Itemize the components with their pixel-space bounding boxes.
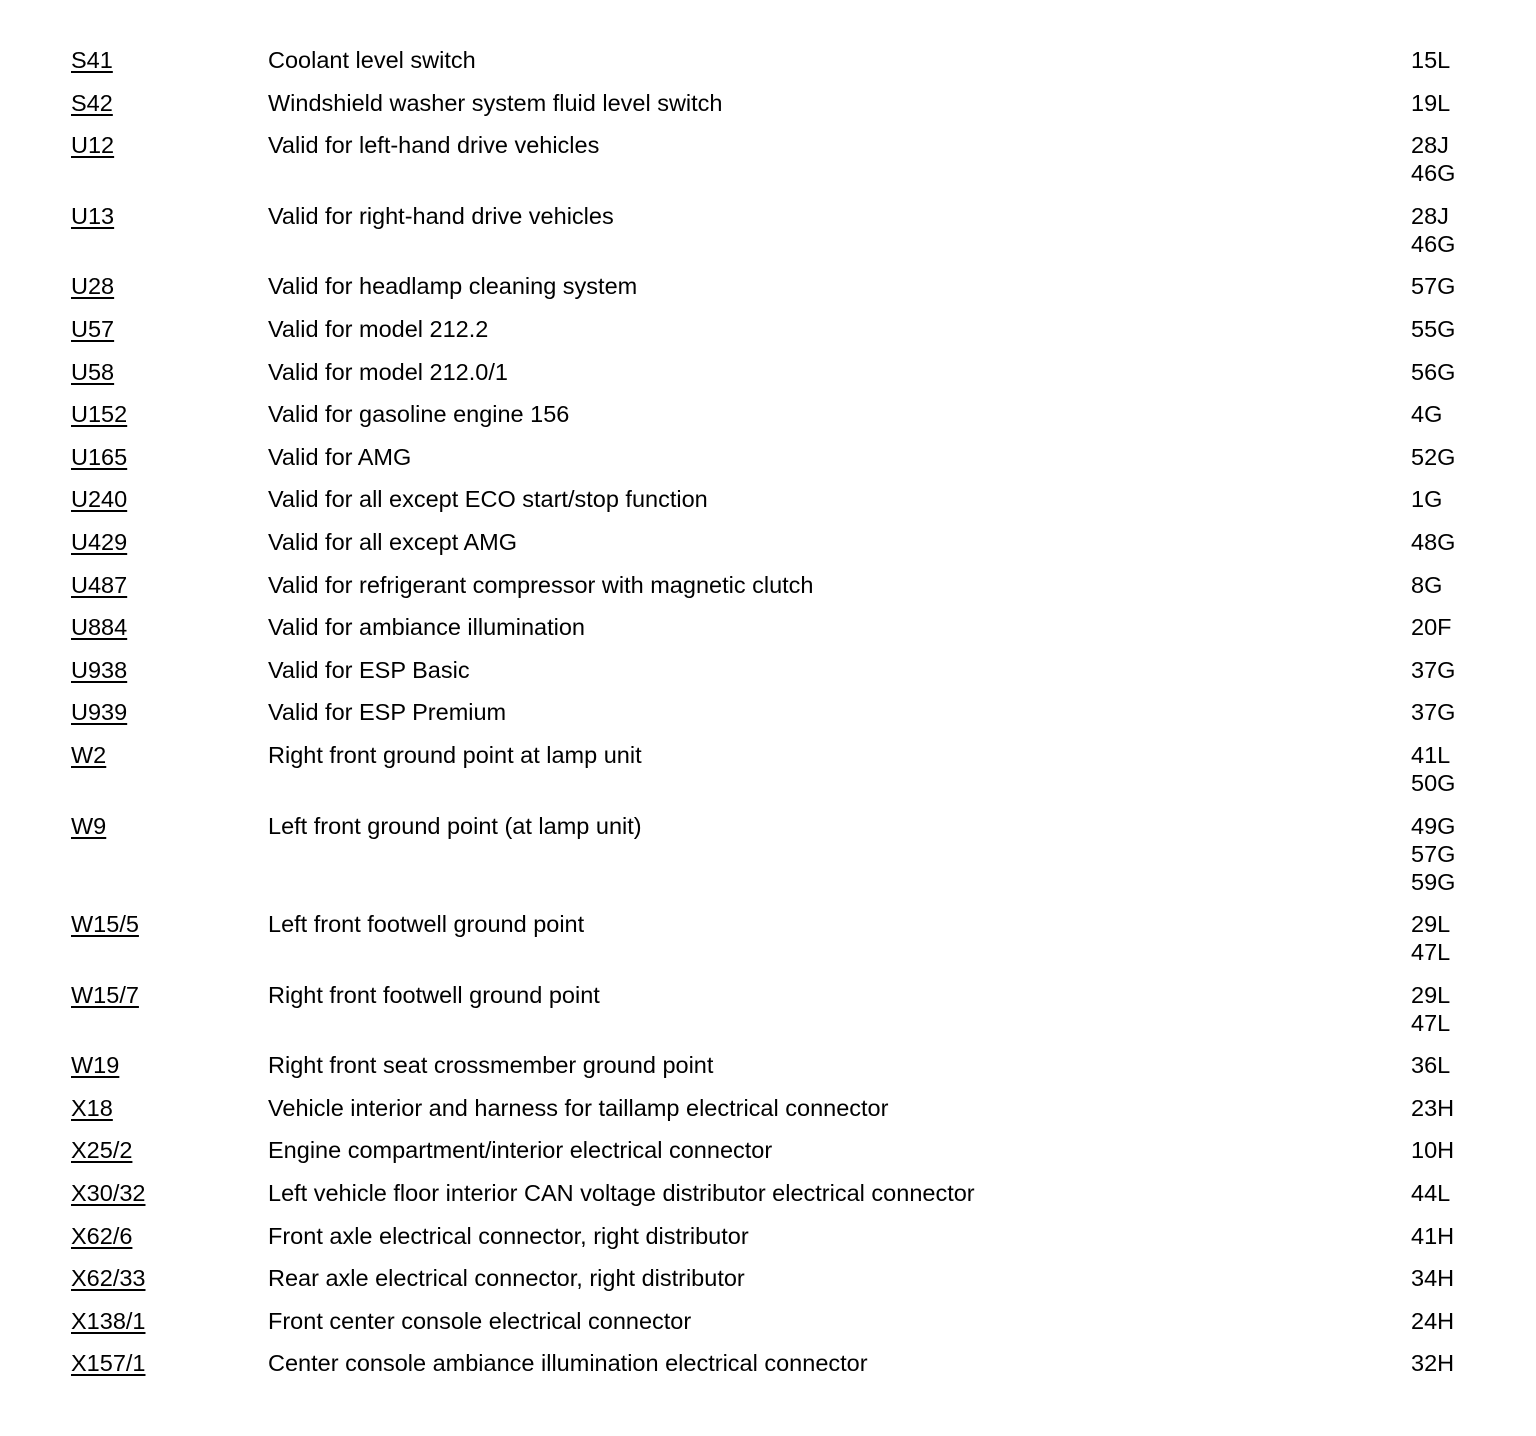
grid-references bbox=[1411, 910, 1471, 966]
component-code-link[interactable]: U939 bbox=[71, 699, 128, 726]
component-description: Front axle electrical connector, right distributor bbox=[268, 1222, 749, 1249]
component-code-link[interactable]: X25/2 bbox=[71, 1137, 133, 1164]
grid-reference: 34H bbox=[1411, 1265, 1455, 1292]
component-description: Right front seat crossmember ground point bbox=[268, 1052, 714, 1079]
table-row bbox=[71, 443, 1471, 471]
component-code-link[interactable]: U487 bbox=[71, 571, 128, 598]
table-row bbox=[71, 613, 1471, 641]
component-code-link[interactable]: X157/1 bbox=[71, 1350, 146, 1377]
grid-references bbox=[1411, 1094, 1471, 1122]
component-description: Left vehicle floor interior CAN voltage distributor electrical connector bbox=[268, 1180, 975, 1207]
grid-reference: 46G bbox=[1411, 160, 1456, 187]
grid-reference: 56G bbox=[1411, 358, 1456, 385]
grid-reference: 8G bbox=[1411, 571, 1443, 598]
component-description: Valid for headlamp cleaning system bbox=[268, 273, 638, 300]
grid-references bbox=[1411, 131, 1471, 187]
component-code-link[interactable]: S42 bbox=[71, 89, 113, 116]
component-description: Left front ground point (at lamp unit) bbox=[268, 812, 642, 839]
grid-reference: 48G bbox=[1411, 528, 1456, 555]
component-code-link[interactable]: U57 bbox=[71, 315, 115, 342]
grid-reference: 46G bbox=[1411, 230, 1456, 257]
component-code-link[interactable]: U429 bbox=[71, 528, 128, 555]
component-code-link[interactable]: U938 bbox=[71, 656, 128, 683]
grid-reference: 37G bbox=[1411, 656, 1456, 683]
component-description: Valid for all except AMG bbox=[268, 528, 518, 555]
table-row bbox=[71, 812, 1471, 896]
grid-reference: 29L bbox=[1411, 981, 1451, 1008]
component-code-link[interactable]: W2 bbox=[71, 741, 107, 768]
component-description: Front center console electrical connector bbox=[268, 1307, 692, 1334]
table-row bbox=[71, 202, 1471, 258]
grid-reference: 57G bbox=[1411, 840, 1456, 867]
table-row bbox=[71, 89, 1471, 117]
grid-reference: 23H bbox=[1411, 1094, 1455, 1121]
grid-references bbox=[1411, 272, 1471, 300]
component-description: Valid for ESP Premium bbox=[268, 699, 507, 726]
table-row bbox=[71, 741, 1471, 797]
grid-references bbox=[1411, 698, 1471, 726]
grid-reference: 28J bbox=[1411, 202, 1449, 229]
grid-references bbox=[1411, 981, 1471, 1037]
grid-references bbox=[1411, 1349, 1471, 1377]
grid-references bbox=[1411, 1179, 1471, 1207]
grid-references bbox=[1411, 1051, 1471, 1079]
grid-references bbox=[1411, 358, 1471, 386]
component-code-link[interactable]: U165 bbox=[71, 443, 128, 470]
component-code-link[interactable]: X62/6 bbox=[71, 1222, 133, 1249]
grid-references bbox=[1411, 1307, 1471, 1335]
table-row bbox=[71, 981, 1471, 1037]
component-description: Center console ambiance illumination electrical connector bbox=[268, 1350, 868, 1377]
grid-reference: 36L bbox=[1411, 1052, 1451, 1079]
table-row bbox=[71, 400, 1471, 428]
grid-references bbox=[1411, 89, 1471, 117]
component-legend-table bbox=[71, 46, 1471, 1392]
grid-reference: 32H bbox=[1411, 1350, 1455, 1377]
component-code-link[interactable]: W9 bbox=[71, 812, 107, 839]
component-code-link[interactable]: X30/32 bbox=[71, 1180, 146, 1207]
component-description: Windshield washer system fluid level switch bbox=[268, 89, 723, 116]
component-code-link[interactable]: X62/33 bbox=[71, 1265, 146, 1292]
component-description: Valid for right-hand drive vehicles bbox=[268, 202, 614, 229]
component-code-link[interactable]: U152 bbox=[71, 401, 128, 428]
component-code-link[interactable]: S41 bbox=[71, 47, 113, 73]
grid-references bbox=[1411, 315, 1471, 343]
table-row bbox=[71, 910, 1471, 966]
component-description: Valid for left-hand drive vehicles bbox=[268, 132, 600, 159]
grid-reference: 50G bbox=[1411, 769, 1456, 796]
table-row bbox=[71, 1349, 1471, 1377]
grid-references bbox=[1411, 46, 1471, 74]
table-row bbox=[71, 315, 1471, 343]
grid-references bbox=[1411, 1136, 1471, 1164]
grid-reference: 44L bbox=[1411, 1180, 1451, 1207]
grid-reference: 29L bbox=[1411, 911, 1451, 938]
grid-reference: 28J bbox=[1411, 132, 1449, 159]
component-code-link[interactable]: W15/7 bbox=[71, 981, 139, 1008]
table-row bbox=[71, 485, 1471, 513]
grid-reference: 1G bbox=[1411, 486, 1443, 513]
component-description: Engine compartment/interior electrical connector bbox=[268, 1137, 773, 1164]
grid-reference: 41H bbox=[1411, 1222, 1455, 1249]
grid-reference: 4G bbox=[1411, 401, 1443, 428]
grid-reference: 37G bbox=[1411, 699, 1456, 726]
component-description: Vehicle interior and harness for taillamp electrical connector bbox=[268, 1094, 889, 1121]
grid-references bbox=[1411, 1264, 1471, 1292]
component-code-link[interactable]: W15/5 bbox=[71, 911, 139, 938]
component-description: Right front ground point at lamp unit bbox=[268, 741, 642, 768]
grid-reference: 20F bbox=[1411, 614, 1452, 641]
grid-references bbox=[1411, 571, 1471, 599]
grid-reference: 41L bbox=[1411, 741, 1451, 768]
component-code-link[interactable]: U884 bbox=[71, 614, 128, 641]
grid-reference: 52G bbox=[1411, 443, 1456, 470]
grid-reference: 59G bbox=[1411, 868, 1456, 895]
grid-reference: 24H bbox=[1411, 1307, 1455, 1334]
grid-references bbox=[1411, 613, 1471, 641]
table-row bbox=[71, 1179, 1471, 1207]
table-row bbox=[71, 1051, 1471, 1079]
grid-reference: 49G bbox=[1411, 812, 1456, 839]
component-description: Valid for ESP Basic bbox=[268, 656, 470, 683]
table-row bbox=[71, 656, 1471, 684]
table-row bbox=[71, 1094, 1471, 1122]
grid-references bbox=[1411, 812, 1471, 896]
component-code-link[interactable]: U13 bbox=[71, 202, 115, 229]
component-description: Valid for model 212.2 bbox=[268, 315, 489, 342]
component-description: Valid for all except ECO start/stop function bbox=[268, 486, 708, 513]
component-description: Rear axle electrical connector, right distributor bbox=[268, 1265, 745, 1292]
grid-references bbox=[1411, 741, 1471, 797]
component-description: Left front footwell ground point bbox=[268, 911, 585, 938]
grid-references bbox=[1411, 400, 1471, 428]
component-code-link[interactable]: U240 bbox=[71, 486, 128, 513]
table-row bbox=[71, 1136, 1471, 1164]
table-row bbox=[71, 46, 1471, 74]
grid-references bbox=[1411, 202, 1471, 258]
component-description: Coolant level switch bbox=[268, 47, 476, 73]
table-row bbox=[71, 1307, 1471, 1335]
grid-references bbox=[1411, 1222, 1471, 1250]
grid-reference: 55G bbox=[1411, 315, 1456, 342]
grid-references bbox=[1411, 656, 1471, 684]
table-row bbox=[71, 1222, 1471, 1250]
table-row bbox=[71, 358, 1471, 386]
grid-reference: 10H bbox=[1411, 1137, 1455, 1164]
component-code-link[interactable]: U28 bbox=[71, 273, 115, 300]
grid-reference: 47L bbox=[1411, 939, 1451, 966]
component-description: Right front footwell ground point bbox=[268, 981, 600, 1008]
component-code-link[interactable]: X18 bbox=[71, 1094, 113, 1121]
component-description: Valid for ambiance illumination bbox=[268, 614, 585, 641]
table-row bbox=[71, 131, 1471, 187]
grid-reference: 47L bbox=[1411, 1009, 1451, 1036]
table-row bbox=[71, 571, 1471, 599]
component-description: Valid for refrigerant compressor with magnetic clutch bbox=[268, 571, 814, 598]
grid-reference: 15L bbox=[1411, 47, 1451, 73]
component-code-link[interactable]: W19 bbox=[71, 1052, 120, 1079]
component-code-link[interactable]: X138/1 bbox=[71, 1307, 146, 1334]
component-description: Valid for model 212.0/1 bbox=[268, 358, 508, 385]
table-row bbox=[71, 528, 1471, 556]
grid-references bbox=[1411, 485, 1471, 513]
component-description: Valid for AMG bbox=[268, 443, 412, 470]
grid-references bbox=[1411, 443, 1471, 471]
table-row bbox=[71, 698, 1471, 726]
component-description: Valid for gasoline engine 156 bbox=[268, 401, 570, 428]
component-code-link[interactable]: U58 bbox=[71, 358, 115, 385]
table-row bbox=[71, 1264, 1471, 1292]
grid-reference: 19L bbox=[1411, 89, 1451, 116]
component-code-link[interactable]: U12 bbox=[71, 132, 115, 159]
grid-references bbox=[1411, 528, 1471, 556]
grid-reference: 57G bbox=[1411, 273, 1456, 300]
table-row bbox=[71, 272, 1471, 300]
